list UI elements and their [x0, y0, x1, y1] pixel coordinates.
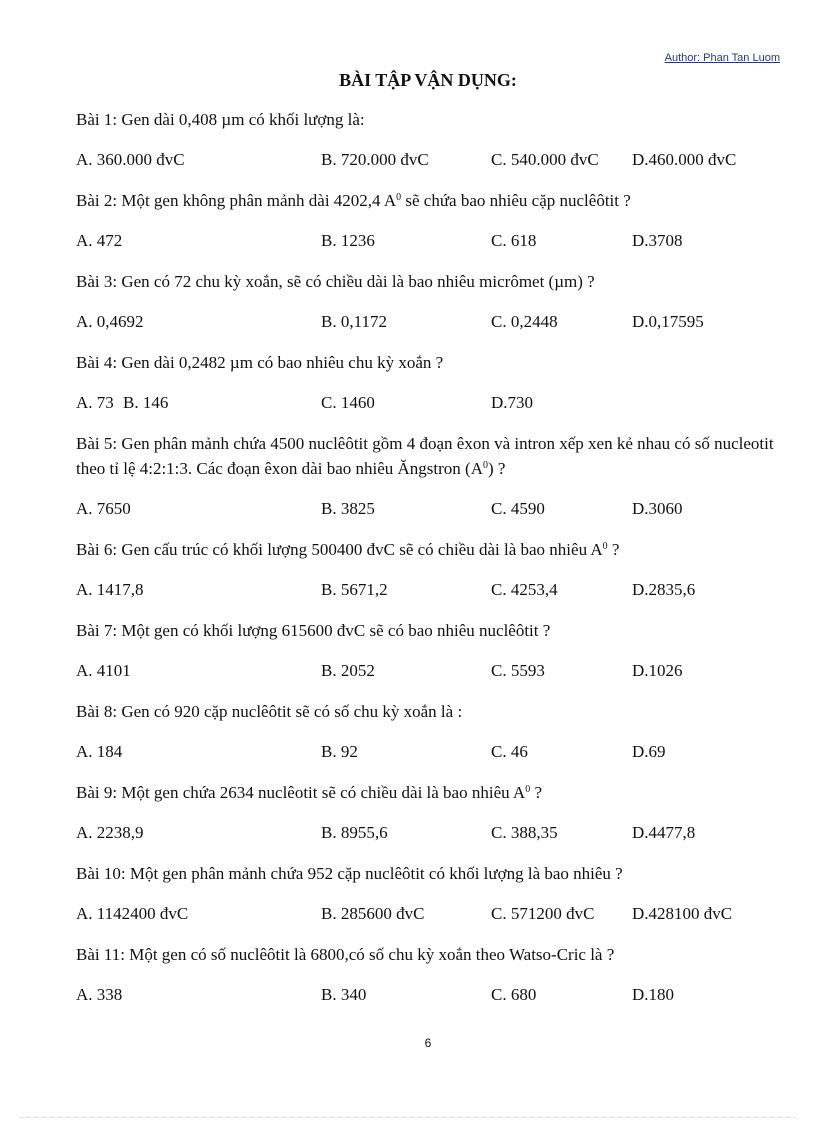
option-2-d: D.3708	[632, 231, 683, 250]
option-7-c: C. 5593	[491, 661, 545, 680]
question-1: Bài 1: Gen dài 0,408 µm có khối lượng là:	[76, 110, 365, 129]
question-2: Bài 2: Một gen không phân mảnh dài 4202,4 $A^0$ sẽ chứa bao nhiêu cặp nuclêôtit ?	[76, 191, 631, 210]
question-5: Bài 5: Gen phân mảnh chứa 4500 nuclêôtit gồm 4 đoạn êxon và intron xếp xen kẻ nhau có số nucleotit theo tỉ lệ 4:2:1:3. Các đoạn êxon dài bao nhiêu Ăngstron $(A^0)$ ?	[76, 434, 774, 478]
author-label: Author: Phan Tan Luom	[664, 52, 780, 64]
question-10: Bài 10: Một gen phân mảnh chứa 952 cặp nuclêôtit có khối lượng là bao nhiêu ?	[76, 864, 623, 883]
option-5-d: D.3060	[632, 499, 683, 518]
option-6-d: D.2835,6	[632, 580, 696, 599]
option-9-d: D.4477,8	[632, 823, 696, 842]
option-1-d: D.460.000 đvC	[632, 150, 737, 169]
question-7: Bài 7: Một gen có khối lượng 615600 đvC sẽ có bao nhiêu nuclêôtit ?	[76, 621, 551, 640]
option-7-d: D.1026	[632, 661, 683, 680]
option-6-c: C. 4253,4	[491, 580, 558, 599]
option-4-d: D.730	[491, 393, 534, 412]
option-1-c: C. 540.000 đvC	[491, 150, 599, 169]
option-8-b: B. 92	[321, 742, 358, 761]
option-11-d: D.180	[632, 985, 675, 1004]
option-11-b: B. 340	[321, 985, 367, 1004]
option-10-a: A. 1142400 đvC	[76, 904, 189, 923]
option-3-a: A. 0,4692	[76, 312, 144, 331]
option-11-a: A. 338	[76, 985, 123, 1004]
question-11: Bài 11: Một gen có số nuclêôtit là 6800,có số chu kỳ xoắn theo Watso-Cric là ?	[76, 945, 615, 964]
option-4-a: A. 73	[76, 393, 114, 412]
option-8-d: D.69	[632, 742, 666, 761]
option-2-c: C. 618	[491, 231, 537, 250]
option-2-a: A. 472	[76, 231, 123, 250]
option-3-d: D.0,17595	[632, 312, 704, 331]
page-number: 6	[424, 1036, 432, 1050]
option-11-c: C. 680	[491, 985, 537, 1004]
option-9-a: A. 2238,9	[76, 823, 144, 842]
question-3: Bài 3: Gen có 72 chu kỳ xoắn, sẽ có chiều dài là bao nhiêu micrômet (µm) ?	[76, 272, 595, 291]
option-6-a: A. 1417,8	[76, 580, 144, 599]
option-3-c: C. 0,2448	[491, 312, 558, 331]
option-4-b: B. 146	[123, 393, 169, 412]
page-title: BÀI TẬP VẬN DỤNG:	[339, 70, 517, 90]
option-7-b: B. 2052	[321, 661, 375, 680]
option-8-c: C. 46	[491, 742, 528, 761]
option-1-b: B. 720.000 đvC	[321, 150, 429, 169]
option-7-a: A. 4101	[76, 661, 131, 680]
option-10-b: B. 285600 đvC	[321, 904, 425, 923]
option-5-b: B. 3825	[321, 499, 375, 518]
option-4-c: C. 1460	[321, 393, 375, 412]
question-6: Bài 6: Gen cấu trúc có khối lượng 500400 đvC sẽ có chiều dài là bao nhiêu $A^0$ ?	[76, 540, 620, 559]
question-4: Bài 4: Gen dài 0,2482 µm có bao nhiêu chu kỳ xoắn ?	[76, 353, 444, 372]
option-10-c: C. 571200 đvC	[491, 904, 595, 923]
question-8: Bài 8: Gen có 920 cặp nuclêôtit sẽ có số chu kỳ xoắn là :	[76, 702, 463, 721]
page-bottom-divider	[20, 1117, 796, 1118]
option-1-a: A. 360.000 đvC	[76, 150, 185, 169]
question-9: Bài 9: Một gen chứa 2634 nuclêotit sẽ có chiều dài là bao nhiêu $A^0$ ?	[76, 783, 543, 802]
option-10-d: D.428100 đvC	[632, 904, 733, 923]
option-9-c: C. 388,35	[491, 823, 558, 842]
option-9-b: B. 8955,6	[321, 823, 388, 842]
option-3-b: B. 0,1172	[321, 312, 387, 331]
option-5-c: C. 4590	[491, 499, 545, 518]
option-5-a: A. 7650	[76, 499, 131, 518]
option-8-a: A. 184	[76, 742, 123, 761]
option-2-b: B. 1236	[321, 231, 375, 250]
option-6-b: B. 5671,2	[321, 580, 388, 599]
